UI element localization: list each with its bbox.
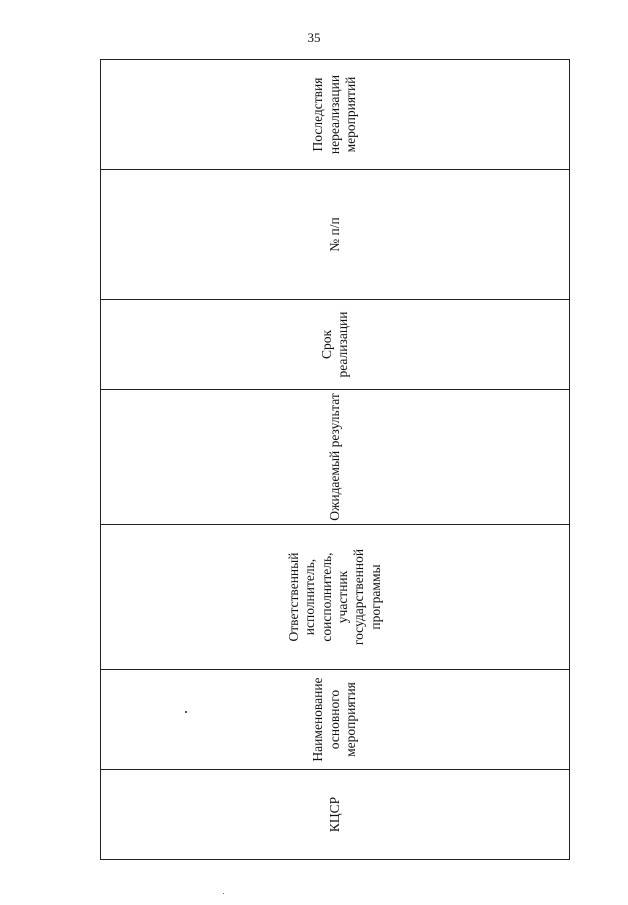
header-executor: Ответственный исполнитель, соисполнитель, участник государственной программы [101, 525, 570, 670]
scan-speck [223, 893, 224, 894]
rotated-table-wrapper [100, 60, 570, 860]
header-result: Ожидаемый результат [101, 390, 570, 525]
header-consequences: Последствия нереализации мероприятий [101, 59, 570, 169]
header-kcsr: КЦСР [101, 770, 570, 860]
header-name: Наименование основного мероприятия [101, 670, 570, 770]
header-num: № п/п [101, 169, 570, 299]
header-row-top [101, 59, 570, 859]
header-term: Срок реализации [101, 299, 570, 389]
page-number: 35 [307, 30, 321, 45]
scan-speck [185, 711, 187, 713]
measures-table [100, 59, 570, 860]
